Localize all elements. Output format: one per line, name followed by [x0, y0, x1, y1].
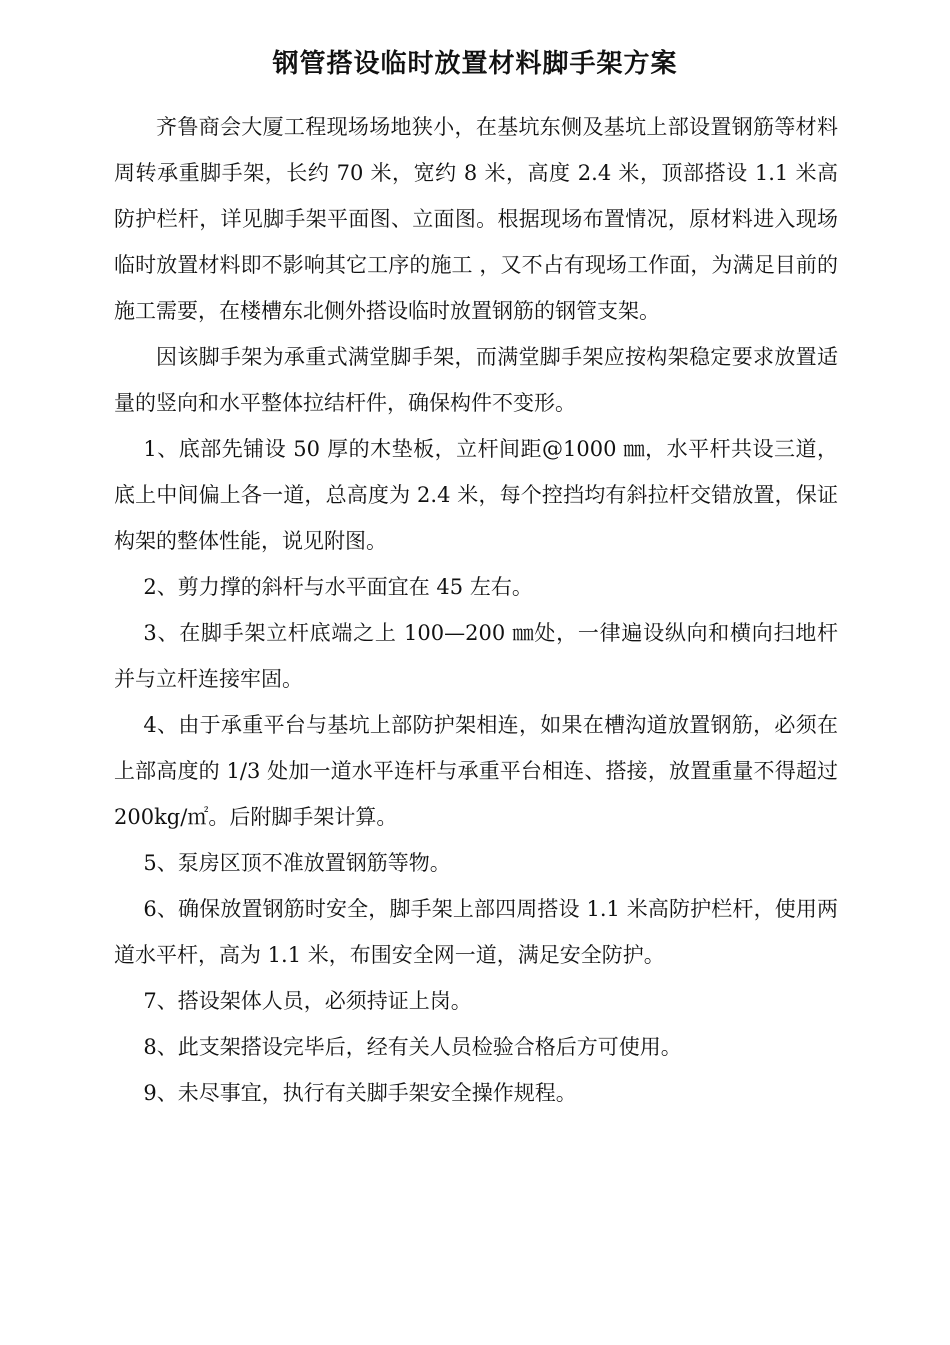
list-item-6: 6、确保放置钢筋时安全，脚手架上部四周搭设 1.1 米高防护栏杆，使用两道水平杆，高为 1.1 米，布围安全网一道，满足安全防护。: [114, 897, 838, 967]
list-item-9: 9、未尽事宜，执行有关脚手架安全操作规程。: [143, 1081, 577, 1105]
list-item-7: 7、搭设架体人员，必须持证上岗。: [143, 989, 472, 1013]
list-item-8: 8、此支架搭设完毕后，经有关人员检验合格后方可使用。: [143, 1035, 682, 1059]
list-item-2: 2、剪力撑的斜杆与水平面宜在 45 左右。: [143, 575, 533, 599]
list-item-4: 4、由于承重平台与基坑上部防护架相连，如果在槽沟道放置钢筋，必须在上部高度的 1/3 处加一道水平连杆与承重平台相连、搭接，放置重量不得超过 200kg/㎡。后附脚手架计算。: [114, 713, 838, 829]
document-title: 钢管搭设临时放置材料脚手架方案: [272, 49, 678, 79]
list-item-1: 1、底部先铺设 50 厚的木垫板，立杆间距@1000 ㎜，水平杆共设三道，底上中间偏上各一道，总高度为 2.4 米，每个控挡均有斜拉杆交错放置，保证构架的整体性能，说见附图。: [114, 437, 838, 553]
paragraph-stability: 因该脚手架为承重式满堂脚手架，而满堂脚手架应按构架稳定要求放置适量的竖向和水平整体拉结杆件，确保构件不变形。: [114, 345, 838, 415]
paragraph-intro: 齐鲁商会大厦工程现场场地狭小，在基坑东侧及基坑上部设置钢筋等材料周转承重脚手架，长约 70 米，宽约 8 米，高度 2.4 米，顶部搭设 1.1 米高防护栏杆，详见脚手架平面图、立面图。根据现场布置情况，原材料进入现场临时放置材料即不影响其它工序的施工 ，又不占有现场工作面，为满足目前的施工需要，在楼槽东北侧外搭设临时放置钢筋的钢管支架。: [114, 115, 838, 323]
document-body: [114, 104, 838, 1116]
list-item-5: 5、泵房区顶不准放置钢筋等物。: [143, 851, 451, 875]
list-item-3: 3、在脚手架立杆底端之上 100—200 ㎜处，一律遍设纵向和横向扫地杆并与立杆连接牢固。: [114, 621, 838, 691]
